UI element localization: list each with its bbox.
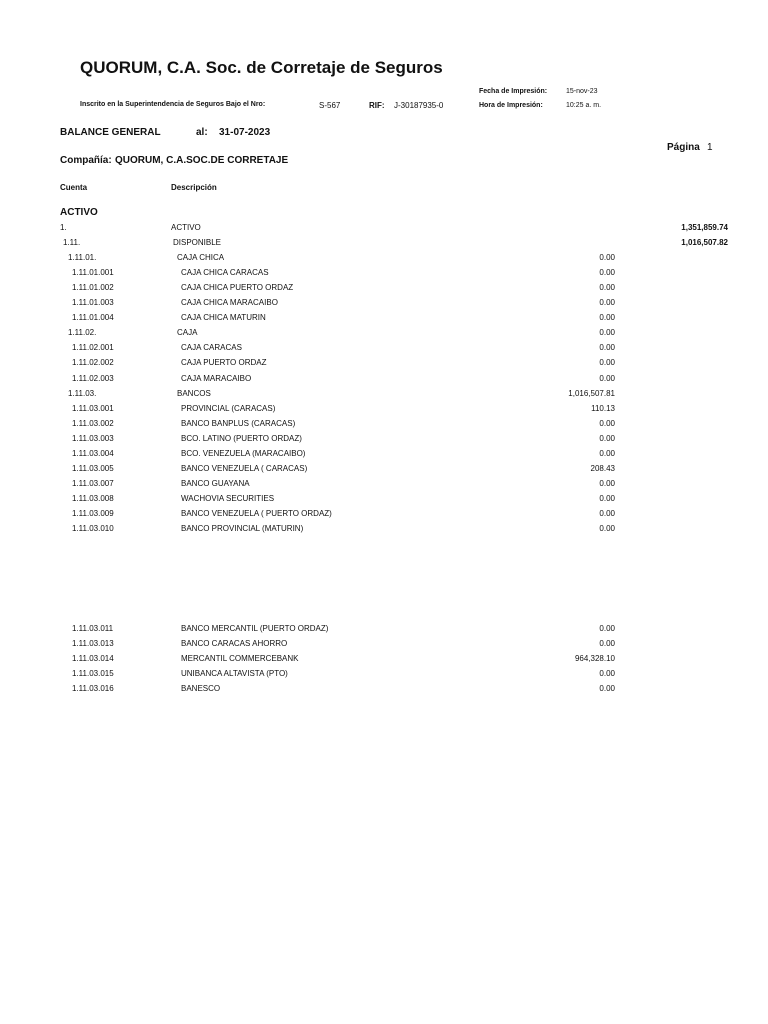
report-title: BALANCE GENERAL xyxy=(60,127,161,138)
account-amount: 0.00 xyxy=(599,639,615,649)
account-code: 1.11.03.011 xyxy=(72,624,114,633)
account-amount: 208.43 xyxy=(590,463,615,473)
account-code: 1.11.01.004 xyxy=(72,313,114,323)
account-amount: 0.00 xyxy=(599,418,615,428)
account-description: BANCO CARACAS AHORRO xyxy=(181,639,288,649)
table-row xyxy=(0,669,768,684)
table-row xyxy=(0,358,768,373)
table-row xyxy=(0,419,768,434)
page-label: Página xyxy=(667,142,700,153)
account-description: MERCANTIL COMMERCEBANK xyxy=(181,654,299,664)
account-code: 1.11.03.016 xyxy=(72,684,114,694)
column-header-description: Descripción xyxy=(171,183,217,192)
account-amount: 0.00 xyxy=(599,253,615,263)
account-description: PROVINCIAL (CARACAS) xyxy=(181,403,276,413)
account-code: 1.11.03.008 xyxy=(72,493,114,503)
account-description: BANCO BANPLUS (CARACAS) xyxy=(181,418,296,428)
section-title-activo: ACTIVO xyxy=(60,207,98,218)
table-row xyxy=(0,328,768,343)
account-description: WACHOVIA SECURITIES xyxy=(181,493,275,503)
rif-label: RIF: xyxy=(369,101,385,110)
account-code: 1.11.03.014 xyxy=(72,654,114,664)
table-row xyxy=(0,238,768,253)
account-description: CAJA CHICA xyxy=(177,253,225,263)
table-row xyxy=(0,223,768,238)
table-row xyxy=(0,343,768,358)
account-description: CAJA CHICA PUERTO ORDAZ xyxy=(181,283,294,293)
account-amount: 1,016,507.81 xyxy=(568,388,615,398)
account-code: 1.11.01.001 xyxy=(72,268,114,278)
account-description: BANCO VENEZUELA ( PUERTO ORDAZ) xyxy=(181,508,332,518)
company-name: QUORUM, C.A.SOC.DE CORRETAJE xyxy=(115,155,289,166)
table-row xyxy=(0,509,768,524)
print-date-label: Fecha de Impresión: xyxy=(479,88,548,95)
account-amount: 110.13 xyxy=(591,403,615,413)
table-row xyxy=(0,494,768,509)
table-row xyxy=(0,639,768,654)
table-row xyxy=(0,654,768,669)
table-row xyxy=(0,253,768,268)
account-description: BANCO GUAYANA xyxy=(181,478,250,488)
account-description: CAJA xyxy=(177,328,198,338)
account-amount: 0.00 xyxy=(599,448,615,458)
company-label: Compañía: xyxy=(60,155,112,166)
account-amount: 1,351,859.74 xyxy=(681,223,728,232)
table-row xyxy=(0,374,768,389)
account-code: 1.11.01. xyxy=(68,253,97,263)
account-code: 1.11.02.001 xyxy=(72,343,114,353)
table-row xyxy=(0,524,768,539)
account-code: 1.11.03.013 xyxy=(72,639,114,649)
account-amount: 0.00 xyxy=(599,478,615,488)
table-row xyxy=(0,479,768,494)
table-row xyxy=(0,464,768,479)
account-description: CAJA CHICA CARACAS xyxy=(181,268,269,278)
account-description: DISPONIBLE xyxy=(173,238,222,248)
account-code: 1.11.03.005 xyxy=(72,463,114,473)
account-amount: 0.00 xyxy=(599,624,615,633)
account-amount: 0.00 xyxy=(599,268,615,278)
column-header-account: Cuenta xyxy=(60,183,88,192)
account-description: BANCO VENEZUELA ( CARACAS) xyxy=(181,463,308,473)
account-code: 1.11.01.002 xyxy=(72,283,114,293)
table-row xyxy=(0,404,768,419)
table-row xyxy=(0,268,768,283)
account-code: 1.11.01.003 xyxy=(72,298,114,308)
account-code: 1.11.03.003 xyxy=(72,433,114,443)
registry-label: Inscrito en la Superintendencia de Seguros Bajo el Nro: xyxy=(80,101,266,108)
account-amount: 0.00 xyxy=(599,684,615,694)
account-amount: 0.00 xyxy=(599,343,615,353)
account-amount: 0.00 xyxy=(599,433,615,443)
account-code: 1.11.03.010 xyxy=(72,524,114,533)
table-row xyxy=(0,434,768,449)
account-amount: 0.00 xyxy=(599,328,615,338)
account-code: 1.11.03.007 xyxy=(72,478,114,488)
account-description: CAJA MARACAIBO xyxy=(181,373,252,383)
account-description: CAJA CARACAS xyxy=(181,343,242,353)
company-title: QUORUM, C.A. Soc. de Corretaje de Seguros xyxy=(80,58,443,77)
account-code: 1.11.03.001 xyxy=(72,403,114,413)
account-description: UNIBANCA ALTAVISTA (PTO) xyxy=(181,669,288,679)
account-description: BANCO PROVINCIAL (MATURIN) xyxy=(181,524,304,533)
report-al-label: al: xyxy=(196,127,208,138)
table-row xyxy=(0,283,768,298)
account-amount: 0.00 xyxy=(599,508,615,518)
account-description: BCO. LATINO (PUERTO ORDAZ) xyxy=(181,433,302,443)
account-code: 1.11.03.002 xyxy=(72,418,114,428)
account-amount: 0.00 xyxy=(599,313,615,323)
rif-value: J-30187935-0 xyxy=(394,101,444,110)
table-row xyxy=(0,449,768,464)
account-description: CAJA CHICA MARACAIBO xyxy=(181,298,278,308)
account-amount: 964,328.10 xyxy=(574,654,615,664)
account-amount: 1,016,507.82 xyxy=(681,238,728,248)
account-amount: 0.00 xyxy=(599,524,615,533)
print-time-label: Hora de Impresión: xyxy=(479,102,543,109)
print-date-value: 15-nov-23 xyxy=(566,88,598,95)
account-description: CAJA CHICA MATURIN xyxy=(181,313,266,323)
table-row xyxy=(0,624,768,639)
report-date: 31-07-2023 xyxy=(219,127,271,138)
account-amount: 0.00 xyxy=(599,669,615,679)
account-description: BANESCO xyxy=(181,684,221,694)
account-amount: 0.00 xyxy=(599,373,615,383)
table-row xyxy=(0,313,768,328)
account-code: 1.11.03. xyxy=(68,388,97,398)
page-number: 1 xyxy=(707,142,713,153)
account-amount: 0.00 xyxy=(599,298,615,308)
account-description: CAJA PUERTO ORDAZ xyxy=(181,358,267,368)
account-code: 1.11.03.004 xyxy=(72,448,114,458)
table-row xyxy=(0,298,768,313)
table-row xyxy=(0,389,768,404)
account-amount: 0.00 xyxy=(599,358,615,368)
account-description: BCO. VENEZUELA (MARACAIBO) xyxy=(181,448,306,458)
account-description: BANCO MERCANTIL (PUERTO ORDAZ) xyxy=(181,624,329,633)
account-description: BANCOS xyxy=(177,388,211,398)
account-code: 1.11.02.002 xyxy=(72,358,114,368)
account-code: 1.11.02. xyxy=(68,328,97,338)
account-amount: 0.00 xyxy=(599,493,615,503)
account-code: 1.11. xyxy=(63,238,81,248)
account-code: 1. xyxy=(60,223,67,232)
print-time-value: 10:25 a. m. xyxy=(566,102,602,109)
account-code: 1.11.02.003 xyxy=(72,373,114,383)
registry-number: S-567 xyxy=(319,101,341,110)
account-amount: 0.00 xyxy=(599,283,615,293)
table-row xyxy=(0,684,768,699)
account-code: 1.11.03.015 xyxy=(72,669,114,679)
account-code: 1.11.03.009 xyxy=(72,508,114,518)
account-description: ACTIVO xyxy=(171,223,201,232)
